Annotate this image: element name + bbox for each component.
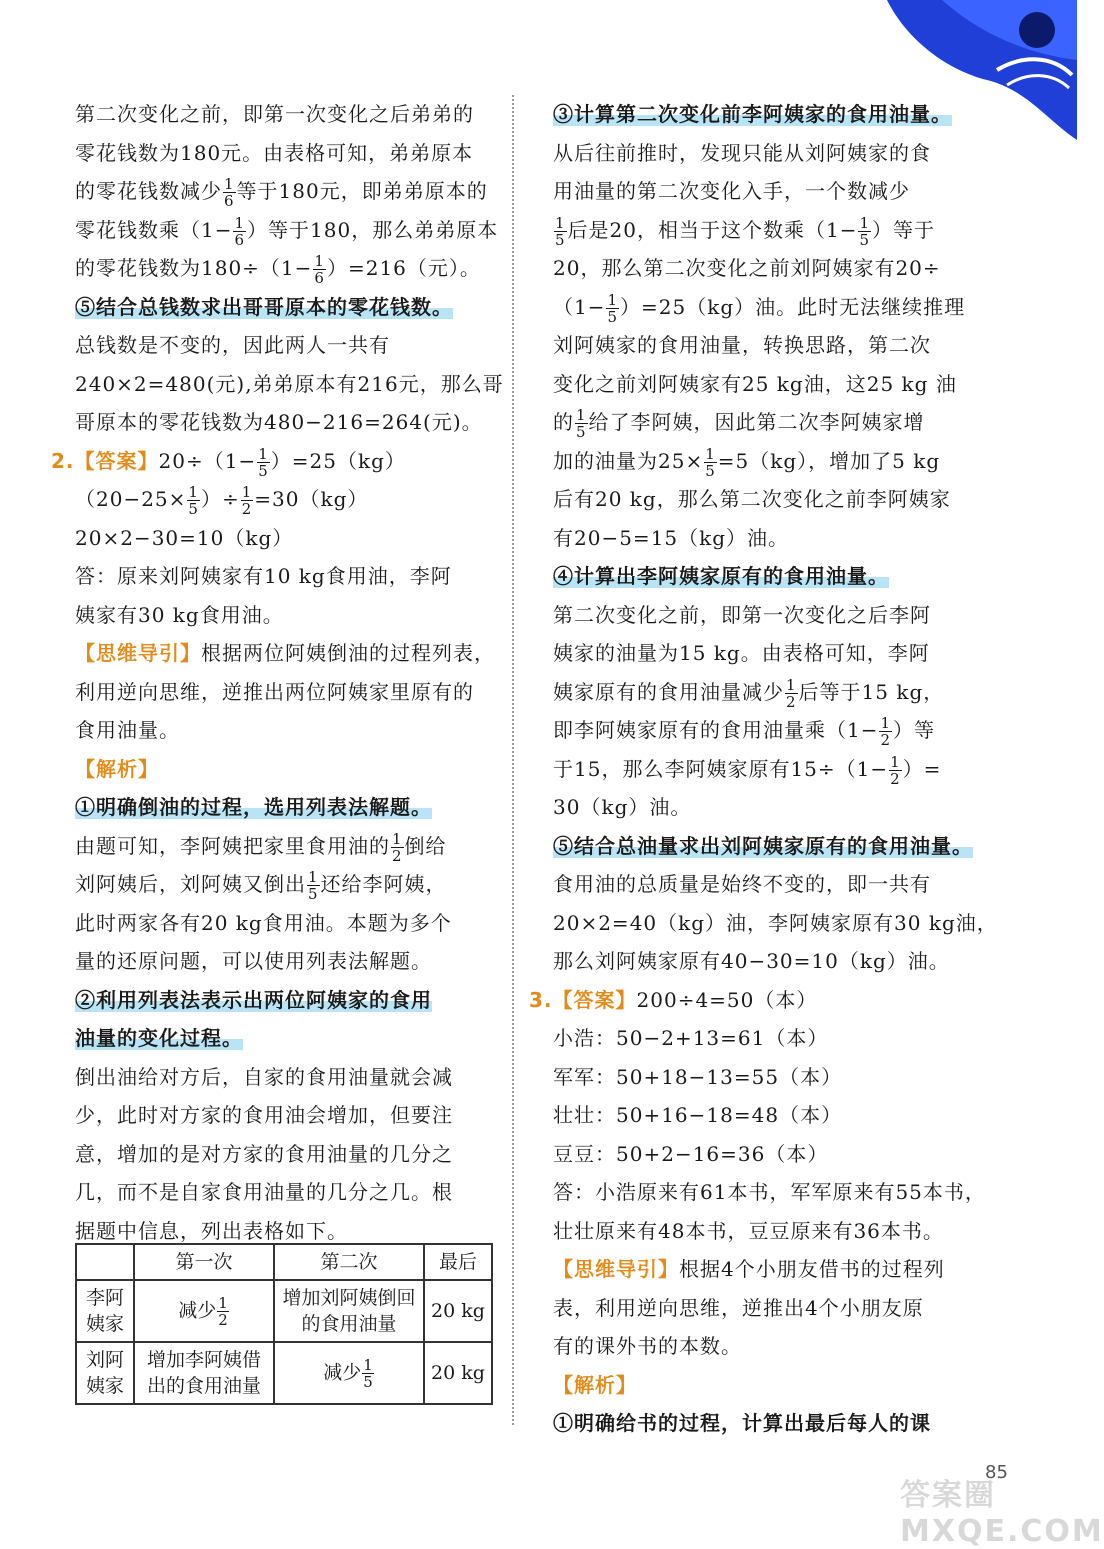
text-line: （1− $\frac{1}{5}$ ）=25（kg）油。此时无法继续推理 — [553, 290, 966, 326]
left-column — [51, 95, 504, 1250]
step-heading: ⑤结合总钱数求出哥哥原本的零花钱数。 — [75, 294, 453, 319]
text-line: 总钱数是不变的，因此两人一共有 — [75, 333, 390, 357]
table-cell: 增加刘阿姨倒回的食用油量 — [274, 1280, 424, 1342]
step-heading: ⑤结合总油量求出刘阿姨家原有的食用油量。 — [553, 833, 973, 858]
step-heading: ①明确给书的过程，计算出最后每人的课 — [553, 1411, 931, 1435]
table-cell — [76, 1244, 134, 1280]
text-line: 于15，那么李阿姨家原有15÷（1− $\frac{1}{2}$ ）= — [553, 752, 942, 788]
fraction: $\frac{1}{2}$ — [786, 675, 797, 711]
text-line: 表，利用逆向思维，逆推出4个小朋友原 — [553, 1295, 924, 1320]
fraction: $\frac{1}{2}$ — [880, 714, 892, 749]
fraction: $\frac{1}{2}$ — [241, 483, 253, 518]
table-cell: 20 kg — [424, 1280, 492, 1342]
text-line: 壮壮：50+16−18=48（本） — [553, 1103, 843, 1127]
text-line: 几，而不是自家食用油量的几分之几。根 — [75, 1180, 453, 1204]
right-column — [529, 95, 998, 1443]
analysis-tag: 【解析】 — [75, 756, 159, 781]
analysis-tag-line — [553, 1366, 983, 1405]
text-line: 零花钱数为180元。由表格可知，弟弟原本 — [75, 140, 474, 165]
text-line: 答：原来刘阿姨家有10 kg食用油，李阿 — [75, 564, 452, 588]
text-line: 由题可知，李阿姨把家里食用油的 $\frac{1}{2}$ 倒给 — [75, 829, 447, 865]
text-line: （20−25× $\frac{1}{5}$ ）÷ $\frac{1}{2}$ =30（kg） — [75, 483, 369, 518]
question-number: 3. — [529, 987, 553, 1012]
text-line: 壮壮原来有48本书，豆豆原来有36本书。 — [553, 1218, 944, 1243]
text-line: 有20−5=15（kg）油。 — [553, 525, 790, 550]
text-line: 的零花钱数减少 $\frac{1}{6}$ 等于180元，即弟弟原本的 — [75, 175, 488, 210]
text-line: 刘阿姨家的食用油量，转换思路，第二次 — [553, 333, 931, 357]
fraction: $\frac{1}{2}$ — [218, 1293, 228, 1329]
fraction: $\frac{1}{5}$ — [705, 444, 716, 480]
text-line: 20×2−30=10（kg） — [75, 525, 294, 550]
text-line: 加的油量为25× $\frac{1}{5}$ =5（kg），增加了5 kg — [553, 444, 941, 480]
text-line: 变化之前刘阿姨家有25 kg油，这25 kg 油 — [553, 371, 957, 396]
text-line: 答：小浩原来有61本书，军军原来有55本书， — [553, 1180, 986, 1204]
fraction: $\frac{1}{5}$ — [258, 444, 269, 480]
text-line: 零花钱数乘（1− $\frac{1}{6}$ ）等于180，那么弟弟原本 — [75, 213, 499, 249]
table-header: 最后 — [424, 1244, 492, 1280]
text-line: 据题中信息，列出表格如下。 — [75, 1218, 348, 1243]
table-cell: 减少 $\frac{1}{5}$ — [274, 1342, 424, 1404]
text-line: 倒出油给对方后，自家的食用油量就会减 — [75, 1064, 453, 1089]
text-line: 从后往前推时，发现只能从刘阿姨家的食 — [553, 140, 931, 165]
step-heading: 油量的变化过程。 — [75, 1026, 243, 1050]
step-heading: ③计算第二次变化前李阿姨家的食用油量。 — [553, 102, 952, 126]
table-header-row — [76, 1244, 492, 1280]
text-line: 军军：50+18−13=55（本） — [553, 1064, 843, 1089]
question-number: 2. — [51, 448, 75, 473]
text-line: 利用逆向思维，逆推出两位阿姨家里原有的 — [75, 679, 474, 704]
text-line: 第二次变化之前，即第一次变化之后李阿 — [553, 602, 931, 627]
table-header: 第二次 — [274, 1244, 424, 1280]
step-heading: ④计算出李阿姨家原有的食用油量。 — [553, 564, 889, 588]
text-line: 食用油量。 — [75, 718, 180, 742]
text-line: 食用油的总质量是始终不变的，即一共有 — [553, 872, 931, 896]
fraction: $\frac{1}{5}$ — [188, 483, 199, 518]
text-line: $\frac{1}{5}$ 后是20，相当于这个数乘（1− $\frac{1}{5}$ ）等于 — [555, 213, 936, 249]
guide-tag: 【思维导引】 — [75, 641, 201, 665]
table-row — [76, 1342, 492, 1404]
text-line: 20，那么第二次变化之前刘阿姨家有20÷ — [553, 256, 941, 280]
answer-tag: 【答案】 — [74, 448, 159, 473]
step-heading: ①明确倒油的过程，选用列表法解题。 — [75, 795, 432, 819]
answer-line: 2.【答案】20÷（1− $\frac{1}{5}$ ）=25（kg） — [51, 444, 406, 480]
text-line: 后有20 kg，那么第二次变化之前李阿姨家 — [553, 487, 951, 511]
table-header: 第一次 — [134, 1244, 274, 1280]
fraction: $\frac{1}{6}$ — [224, 175, 235, 210]
text-line: 用油量的第二次变化入手，一个数减少 — [553, 179, 910, 203]
table-cell: 减少 $\frac{1}{2}$ — [134, 1280, 274, 1342]
fraction: $\frac{1}{5}$ — [555, 213, 566, 249]
text-line: 有的课外书的本数。 — [553, 1334, 742, 1358]
text-line: 刘阿姨后，刘阿姨又倒出 $\frac{1}{5}$ 还给李阿姨， — [75, 868, 447, 903]
fraction: $\frac{1}{5}$ — [576, 406, 587, 441]
text-line: 姨家有30 kg食用油。 — [75, 602, 284, 627]
fraction: $\frac{1}{6}$ — [314, 252, 325, 287]
fraction: $\frac{1}{5}$ — [859, 213, 871, 249]
table-cell: 20 kg — [424, 1342, 492, 1404]
guide-line: 【思维导引】根据4个小朋友借书的过程列 — [553, 1257, 945, 1281]
text-line: 小浩：50−2+13=61（本） — [553, 1026, 829, 1050]
fraction: $\frac{1}{5}$ — [308, 868, 319, 903]
text-line: 豆豆：50+2−16=36（本） — [553, 1141, 829, 1166]
fraction: $\frac{1}{2}$ — [392, 829, 403, 865]
step-heading: ②利用列表法表示出两位阿姨家的食用 — [75, 987, 432, 1012]
analysis-tag: 【解析】 — [553, 1372, 637, 1397]
page-number: 85 — [985, 1462, 1008, 1483]
guide-tag: 【思维导引】 — [553, 1257, 679, 1281]
table-row — [76, 1280, 492, 1342]
text-line: 此时两家各有20 kg食用油。本题为多个 — [75, 910, 452, 935]
table-row-label: 刘阿姨家 — [76, 1342, 134, 1404]
text-line: 意，增加的是对方家的食用油量的几分之 — [75, 1141, 453, 1166]
text-line: 哥原本的零花钱数为480−216=264(元)。 — [75, 410, 483, 434]
text-line: 姨家的油量为15 kg。由表格可知，李阿 — [553, 641, 930, 665]
answer-line: 3.【答案】200÷4=50（本） — [529, 987, 818, 1012]
text-line: 姨家原有的食用油量减少 $\frac{1}{2}$ 后等于15 kg， — [553, 675, 945, 711]
oil-change-table — [75, 1243, 493, 1405]
table-cell: 增加李阿姨借出的食用油量 — [134, 1342, 274, 1404]
text-line: 的 $\frac{1}{5}$ 给了李阿姨，因此第二次李阿姨家增 — [553, 406, 925, 441]
text-line: 量的还原问题，可以使用列表法解题。 — [75, 949, 432, 973]
fraction: $\frac{1}{6}$ — [234, 213, 246, 249]
text-line: 240×2=480(元),弟弟原本有216元，那么哥 — [75, 371, 504, 396]
text-line: 的零花钱数为180÷（1− $\frac{1}{6}$ ）=216（元）。 — [75, 252, 481, 287]
column-divider — [512, 95, 514, 1425]
text-line: 第二次变化之前，即第一次变化之后弟弟的 — [75, 102, 474, 126]
guide-line: 【思维导引】根据两位阿姨倒油的过程列表， — [75, 641, 495, 665]
fraction: $\frac{1}{5}$ — [607, 290, 619, 326]
watermark: 答案圈 MXQE.COM — [900, 1478, 1104, 1549]
text-line: 少，此时对方家的食用油会增加，但要注 — [75, 1103, 453, 1127]
text-line: 30（kg）油。 — [553, 795, 692, 819]
fraction: $\frac{1}{2}$ — [890, 752, 901, 788]
text-line: 20×2=40（kg）油，李阿姨家原有30 kg油， — [553, 910, 998, 935]
text-line: 那么刘阿姨家原有40−30=10（kg）油。 — [553, 949, 950, 973]
analysis-tag-line — [75, 750, 495, 789]
text-line: 即李阿姨家原有的食用油量乘（1− $\frac{1}{2}$ ）等 — [553, 714, 936, 749]
table-row-label: 李阿姨家 — [76, 1280, 134, 1342]
fraction: $\frac{1}{5}$ — [363, 1355, 373, 1391]
answer-tag: 【答案】 — [552, 987, 637, 1012]
